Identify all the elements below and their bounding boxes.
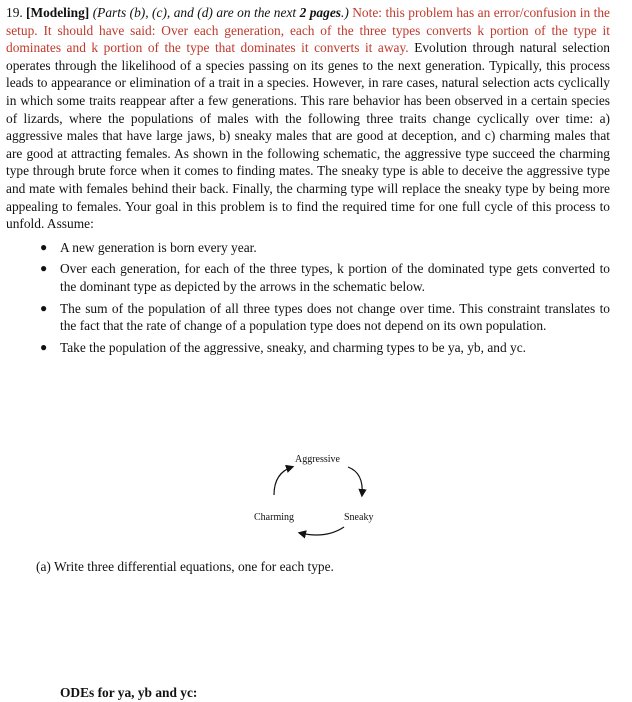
bullet-icon: ●: [40, 339, 48, 354]
problem-tag: [Modeling]: [26, 5, 90, 20]
bullet-icon: ●: [40, 261, 48, 276]
label-aggressive: Aggressive: [295, 454, 340, 465]
correction-note: Note: this problem has an error/confusion in the setup. It should have said: Over each generation, each of the three types converts k portion of the type it dominates and k portion of the type that dominates it converts it away.: [6, 5, 610, 56]
assumption-list: [6, 239, 610, 357]
arrow-aggressive-to-sneaky: [348, 467, 362, 495]
problem-19: [6, 4, 610, 360]
label-charming: Charming: [254, 512, 294, 523]
parts-note: (Parts (b), (c), and (d) are on the next 2 pages.): [92, 5, 349, 20]
cycle-schematic: [240, 445, 400, 545]
assumption-item: ● Over each generation, for each of the three types, k portion of the dominated type gets converted to the dominant type as depicted by the arrows in the schematic below.: [40, 261, 610, 294]
bullet-icon: ●: [40, 300, 48, 315]
problem-header: [6, 4, 610, 233]
assumption-item: ● The sum of the population of all three types does not change over time. This constraint translates to the fact that the rate of change of a population type does not depend on its own population.: [40, 300, 610, 334]
assumption-item: ● A new generation is born every year.: [40, 239, 257, 255]
problem-body: Evolution through natural selection operates through the likelihood of a species passing on its genes to the next generation. Typically, this process leads to appearance or elimination of a trait in a species. However, in rare cases, natural selection acts cyclically in which some traits reappear after a few generations. This rare behavior has been observed in a certain species of lizards, where the populations of males with the following three traits change cyclically over time: a) aggressive males that have large jaws, b) sneaky males that are good at deception, and c) charming males that are good at attracting females. As shown in the following schematic, the aggressive type succeed the charming type through brute force when it comes to finding mates. The sneaky type is able to deceive the aggressive type and mate with females behind their back. Finally, the charming type will replace the sneaky type by being more appealing to females. Your goal in this problem is to find the required time for one full cycle of this process to unfold. Assume:: [6, 40, 610, 232]
part-a-prompt: (a) Write three differential equations, one for each type.: [36, 559, 334, 574]
odes-label: ODEs for ya, yb and yc:: [60, 685, 198, 700]
arrow-charming-to-aggressive: [274, 467, 292, 495]
assumption-item: ● Take the population of the aggressive, sneaky, and charming types to be ya, yb, and yc.: [40, 339, 526, 355]
arrow-sneaky-to-charming: [300, 527, 344, 535]
problem-number: 19.: [6, 5, 23, 20]
bullet-icon: ●: [40, 239, 48, 254]
label-sneaky: Sneaky: [344, 512, 374, 523]
